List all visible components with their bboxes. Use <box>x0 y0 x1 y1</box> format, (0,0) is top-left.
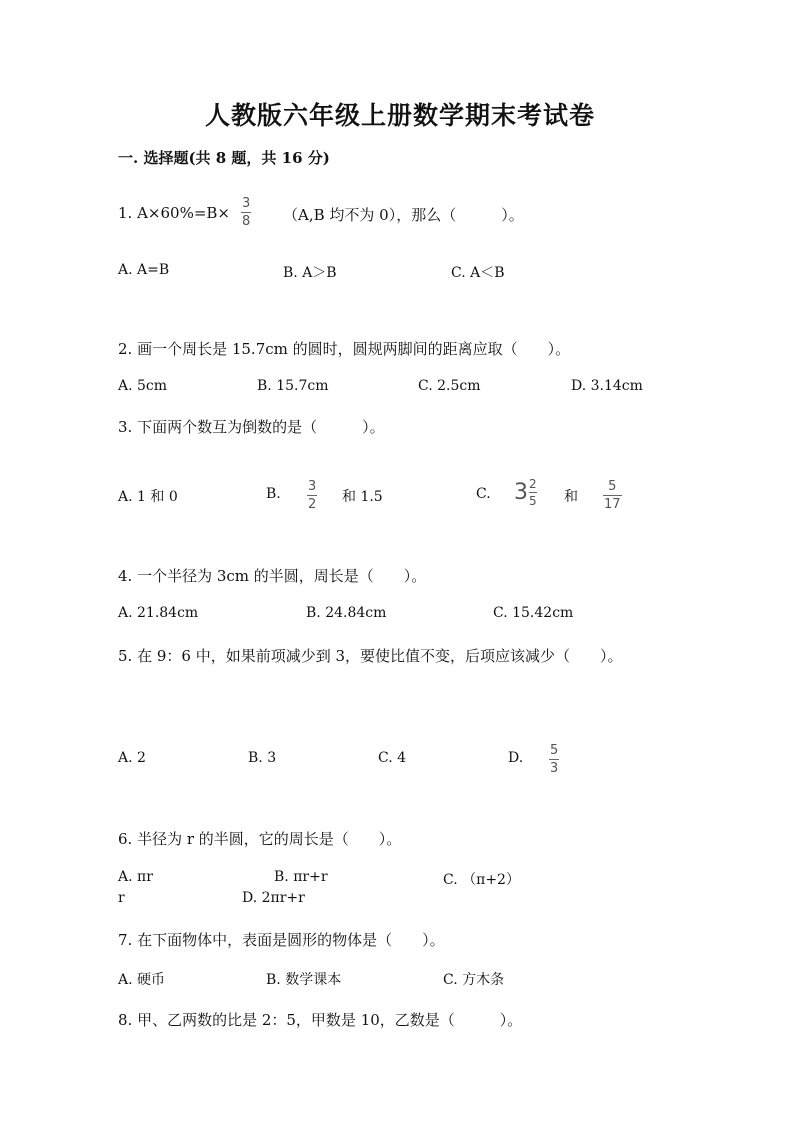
question-1-stem-part1: 1. A×60%=B× <box>118 204 230 222</box>
fraction-numerator: 3 <box>242 196 251 211</box>
fraction-numerator: 2 <box>529 477 537 491</box>
question-2-stem: 2. 画一个周长是 15.7cm 的圆时，圆规两脚间的距离应取（ ）。 <box>118 340 571 358</box>
question-6-option-a: A. πr <box>118 869 153 885</box>
question-5-option-b: B. 3 <box>248 750 277 766</box>
question-3-option-b-text: 和 1.5 <box>342 489 383 505</box>
question-7-option-a: A. 硬币 <box>118 972 166 988</box>
question-6-option-c: C. （π+2） <box>443 872 520 888</box>
question-2-option-d: D. 3.14cm <box>571 378 643 394</box>
question-4-option-a: A. 21.84cm <box>118 605 199 621</box>
question-7-option-c: C. 方木条 <box>443 972 505 988</box>
question-3-option-c-label: C. <box>476 486 491 502</box>
question-4-option-c: C. 15.42cm <box>493 605 574 621</box>
question-7-stem: 7. 在下面物体中，表面是圆形的物体是（ ）。 <box>118 931 445 949</box>
question-1-option-a: A. A=B <box>118 262 170 278</box>
section-heading: 一. 选择题(共 8 题，共 16 分) <box>118 149 330 167</box>
fraction-numerator: 5 <box>550 743 559 758</box>
question-7-option-b: B. 数学课本 <box>266 972 342 988</box>
fraction-denominator: 3 <box>550 761 559 776</box>
fraction-denominator: 5 <box>529 494 537 508</box>
question-6-option-b: B. πr+r <box>274 869 328 885</box>
fraction-denominator: 17 <box>604 497 621 512</box>
question-4-option-b: B. 24.84cm <box>306 605 387 621</box>
question-6-stem: 6. 半径为 r 的半圆，它的周长是（ ）。 <box>118 830 402 848</box>
question-3-option-b-fraction <box>307 480 317 511</box>
question-5-option-a: A. 2 <box>118 750 146 766</box>
question-3-option-c-text: 和 <box>564 489 578 505</box>
question-5-stem: 5. 在 9：6 中，如果前项减少到 3，要使比值不变，后项应该减少（ ）。 <box>118 647 623 665</box>
question-1-stem-part2: （A,B 均不为 0），那么（ ）。 <box>283 206 524 224</box>
question-6-option-d: D. 2πr+r <box>242 890 305 906</box>
question-2-option-a: A. 5cm <box>118 378 168 394</box>
question-8-stem: 8. 甲、乙两数的比是 2：5，甲数是 10，乙数是（ ）。 <box>118 1011 523 1029</box>
question-2-option-b: B. 15.7cm <box>257 378 329 394</box>
fraction-numerator: 5 <box>608 479 617 494</box>
question-5-option-d-label: D. <box>508 750 524 766</box>
page-title: 人教版六年级上册数学期末考试卷 <box>204 101 595 130</box>
mixed-fraction <box>529 478 537 507</box>
question-5-option-d-fraction <box>549 744 559 775</box>
question-6-option-c-wrap: r <box>118 890 125 906</box>
question-1-fraction <box>241 197 251 228</box>
question-1-option-b: B. A＞B <box>283 265 337 281</box>
question-3-option-c-fraction <box>603 480 622 511</box>
question-3-option-a: A. 1 和 0 <box>118 489 178 505</box>
fraction-denominator: 8 <box>242 214 251 229</box>
question-3-stem: 3. 下面两个数互为倒数的是（ ）。 <box>118 418 385 436</box>
question-5-option-c: C. 4 <box>378 750 407 766</box>
question-2-option-c: C. 2.5cm <box>418 378 481 394</box>
question-3-option-c-mixed-number <box>514 478 537 507</box>
question-3-option-b-label: B. <box>266 486 281 502</box>
question-4-stem: 4. 一个半径为 3cm 的半圆，周长是（ ）。 <box>118 567 427 585</box>
question-1-option-c: C. A＜B <box>451 265 505 281</box>
fraction-numerator: 3 <box>308 479 317 494</box>
mixed-whole: 3 <box>514 480 528 505</box>
fraction-denominator: 2 <box>308 497 317 512</box>
